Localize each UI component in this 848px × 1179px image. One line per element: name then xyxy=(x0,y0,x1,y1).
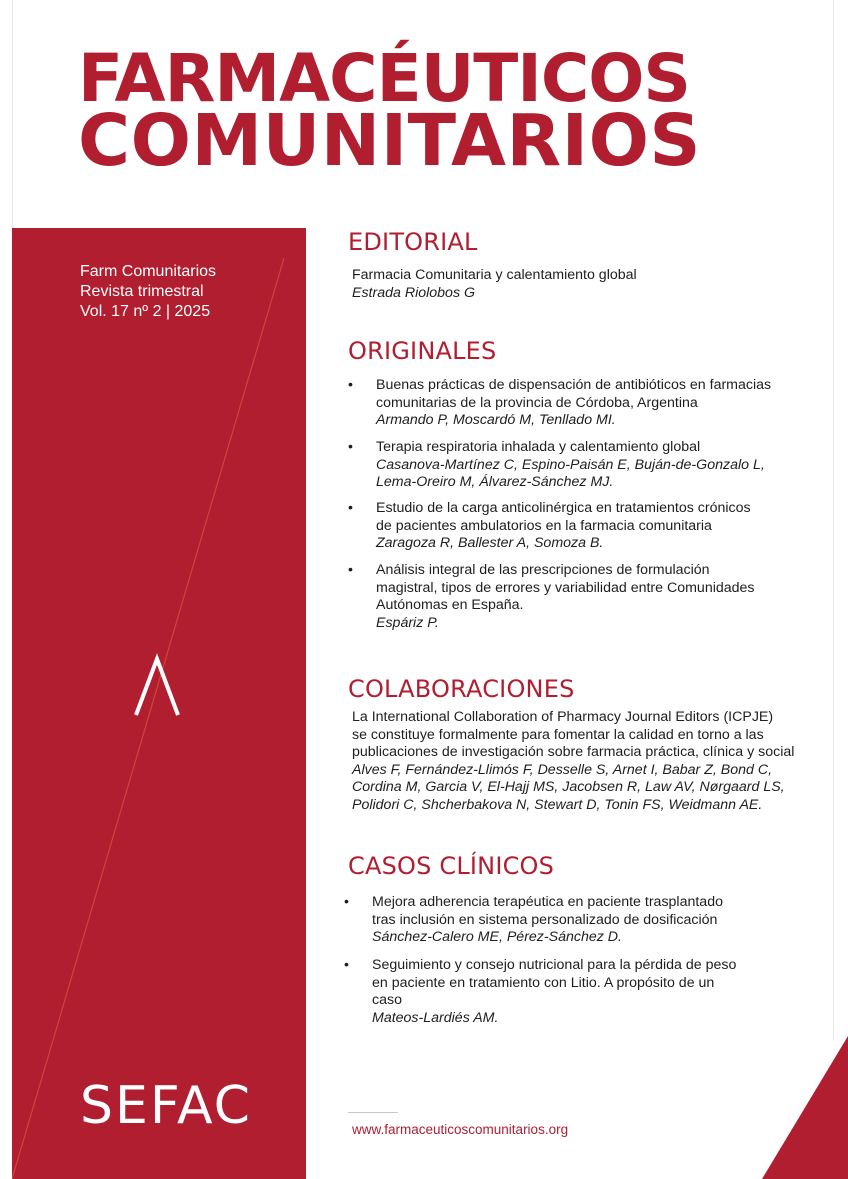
section-heading-editorial: EDITORIAL xyxy=(348,228,478,256)
article-title: caso xyxy=(372,992,402,1008)
bullet-icon: • xyxy=(344,957,349,973)
publisher-logo: SEFAC xyxy=(80,1076,252,1136)
article-authors: Cordina M, Garcia V, El-Hajj MS, Jacobsen R, Law AV, Nørgaard LS, xyxy=(352,779,785,795)
journal-name: Farm Comunitarios xyxy=(80,263,217,280)
article-title: tras inclusión en sistema personalizado de dosificación xyxy=(372,911,718,928)
article-authors: Sánchez-Calero ME, Pérez-Sánchez D. xyxy=(372,929,622,945)
article-authors: Mateos-Lardiés AM. xyxy=(372,1009,499,1026)
article-title: magistral, tipos de errores y variabilidad entre Comunidades xyxy=(376,579,755,596)
article-title: se constituye formalmente para fomentar la calidad en torno a las xyxy=(352,726,764,743)
page-border-right xyxy=(833,0,834,1040)
section-heading-originales: ORIGINALES xyxy=(348,337,497,365)
article-authors: Armando P, Moscardó M, Tenllado MI. xyxy=(376,412,616,428)
journal-meta xyxy=(80,262,216,322)
article-title: Terapia respiratoria inhalada y calentamiento global xyxy=(376,439,701,455)
article-title: Análisis integral de las prescripciones de formulación xyxy=(376,562,710,578)
section-heading-colaboraciones: COLABORACIONES xyxy=(348,675,575,703)
corner-triangle xyxy=(762,1036,848,1179)
article-authors: Polidori C, Shcherbakova N, Stewart D, Tonin FS, Weidmann AE. xyxy=(352,796,763,813)
journal-issue: Vol. 17 nº 2 | 2025 xyxy=(80,303,211,320)
article-authors: Estrada Riolobos G xyxy=(352,284,476,301)
article-title: comunitarias de la provincia de Córdoba, Argentina xyxy=(376,394,698,411)
masthead-line-1: FARMACÉUTICOS xyxy=(78,40,690,117)
website-link[interactable]: www.farmaceuticoscomunitarios.org xyxy=(352,1122,569,1137)
article-title: publicaciones de investigación sobre farmacia práctica, clínica y social xyxy=(352,744,795,760)
article-authors: Zaragoza R, Ballester A, Somoza B. xyxy=(376,535,604,551)
editorial-entry[interactable] xyxy=(352,267,637,302)
bullet-icon: • xyxy=(348,500,353,516)
colaboraciones-entry[interactable] xyxy=(352,709,794,814)
masthead xyxy=(78,40,778,182)
article-title: Estudio de la carga anticolinérgica en tratamientos crónicos xyxy=(376,500,751,516)
article-title: en paciente en tratamiento con Litio. A propósito de un xyxy=(372,974,715,991)
article-title: Autónomas en España. xyxy=(376,597,524,613)
bullet-icon: • xyxy=(348,562,353,578)
article-authors: Alves F, Fernández-Llimós F, Desselle S, Arnet I, Babar Z, Bond C, xyxy=(352,761,773,778)
bullet-icon: • xyxy=(348,377,353,393)
article-authors: Lema-Oreiro M, Álvarez-Sánchez MJ. xyxy=(376,474,614,490)
article-title: Mejora adherencia terapéutica en paciente trasplantado xyxy=(372,894,723,910)
bullet-icon: • xyxy=(348,439,353,455)
article-title: Buenas prácticas de dispensación de antibióticos en farmacias xyxy=(376,377,772,393)
article-title: de pacientes ambulatorios en la farmacia comunitaria xyxy=(376,517,712,534)
cover-red-panel xyxy=(12,228,306,1179)
journal-frequency: Revista trimestral xyxy=(80,283,204,300)
lambda-icon xyxy=(132,653,182,719)
article-title: Farmacia Comunitaria y calentamiento global xyxy=(352,267,637,283)
footer-divider xyxy=(348,1112,398,1113)
article-authors: Espáriz P. xyxy=(376,614,439,631)
masthead-line-2: COMUNITARIOS xyxy=(78,99,702,182)
page-border-left xyxy=(12,0,13,228)
article-title: La International Collaboration of Pharmacy Journal Editors (ICPJE) xyxy=(352,709,774,725)
section-heading-casos-clinicos: CASOS CLÍNICOS xyxy=(348,852,555,880)
article-authors: Casanova-Martínez C, Espino-Paisán E, Buján-de-Gonzalo L, xyxy=(376,456,765,473)
article-title: Seguimiento y consejo nutricional para la pérdida de peso xyxy=(372,957,737,973)
bullet-icon: • xyxy=(344,894,349,910)
